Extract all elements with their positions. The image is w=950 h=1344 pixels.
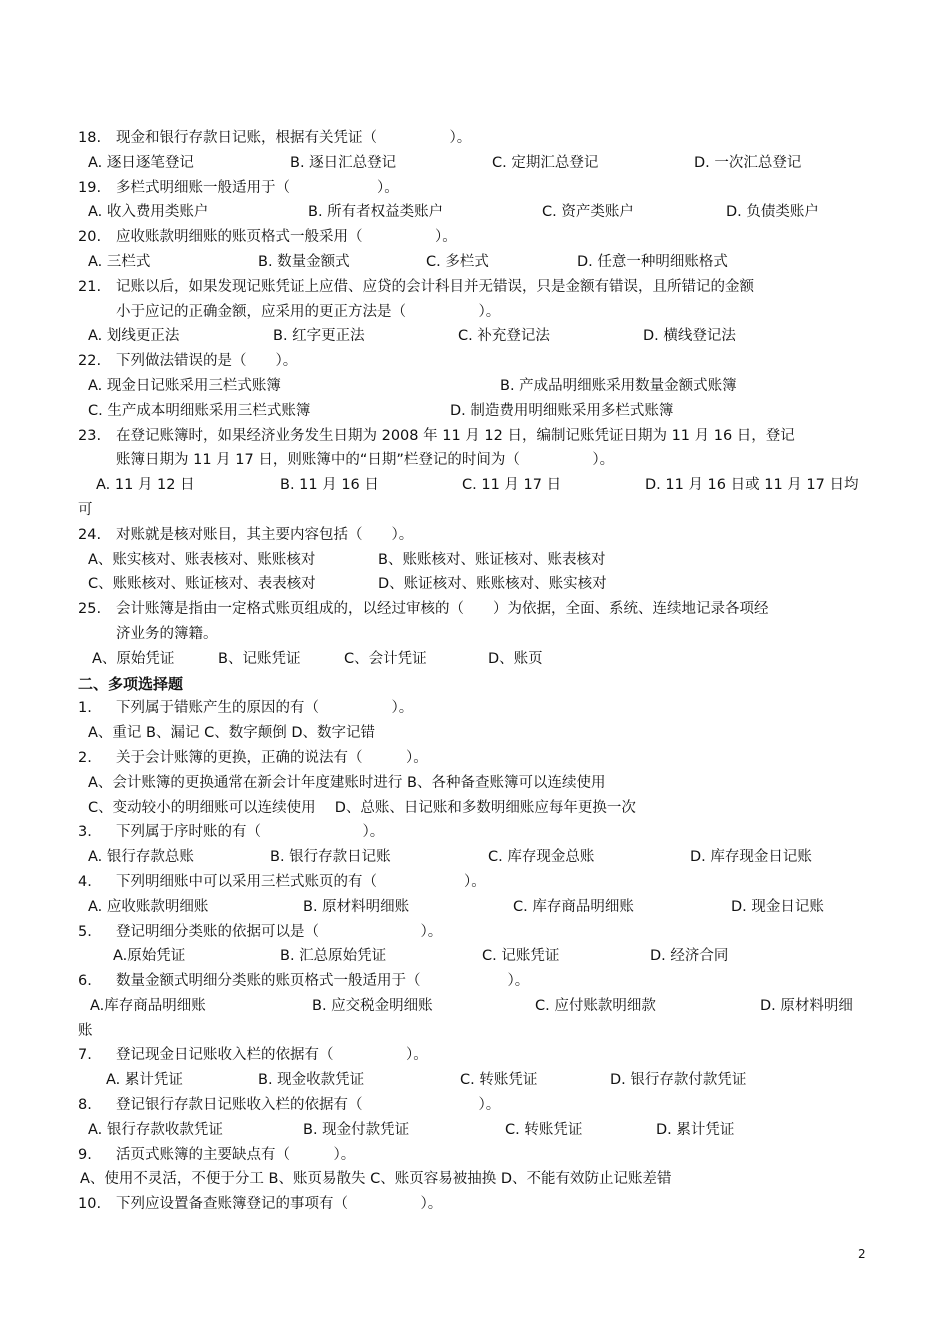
- option-item: A. 11 月 12 日: [96, 477, 195, 494]
- option-item: C. 转账凭证: [505, 1121, 583, 1138]
- option-item: B. 现金付款凭证: [303, 1121, 410, 1138]
- question-number: 9.: [78, 1146, 92, 1163]
- options-line: [0, 1167, 950, 1192]
- option-item: D. 负债类账户: [726, 204, 819, 221]
- option-item: C. 资产类账户: [542, 204, 634, 221]
- options-line: [0, 572, 950, 597]
- options-line: [0, 771, 950, 796]
- option-item: A. 银行存款收款凭证: [88, 1121, 223, 1138]
- options-line: [0, 1068, 950, 1093]
- question-number: 20.: [78, 229, 102, 246]
- option-item: B. 数量金额式: [258, 253, 350, 270]
- option-item: D. 银行存款付款凭证: [610, 1072, 747, 1089]
- option-item: B. 所有者权益类账户: [308, 204, 444, 221]
- question-continuation: [0, 300, 950, 325]
- option-item: A、使用不灵活，不便于分工 B、账页易散失 C、账页容易被抽换 D、不能有效防止记账差错: [80, 1171, 672, 1188]
- option-item: D. 经济合同: [650, 948, 729, 965]
- question-text: 记账以后，如果发现记账凭证上应借、应贷的会计科目并无错误，只是金额有错误，且所错记的金额: [116, 278, 754, 295]
- question-number: 7.: [78, 1047, 92, 1064]
- options-line: [0, 845, 950, 870]
- option-item: A. 收入费用类账户: [88, 204, 209, 221]
- wrapped-text-tail: 可: [78, 501, 93, 518]
- options-line: [0, 473, 950, 498]
- question-text: 登记银行存款日记账收入栏的依据有（ ）。: [116, 1097, 501, 1114]
- question-text: 登记明细分类账的依据可以是（ ）。: [116, 923, 443, 940]
- option-item: D. 库存现金日记账: [690, 849, 812, 866]
- option-item: D. 一次汇总登记: [694, 154, 802, 171]
- options-line: [0, 1118, 950, 1143]
- options-line: [0, 796, 950, 821]
- option-item: C、账账核对、账证核对、表表核对: [88, 576, 316, 593]
- question-continuation: [0, 448, 950, 473]
- question-text: 对账就是核对账目，其主要内容包括（ ）。: [116, 526, 414, 543]
- option-item: D. 现金日记账: [731, 898, 824, 915]
- question-text: 活页式账簿的主要缺点有（ ）。: [116, 1146, 356, 1163]
- option-item: B. 现金收款凭证: [258, 1072, 365, 1089]
- question-line: [0, 275, 950, 300]
- question-line: [0, 696, 950, 721]
- option-item: B. 逐日汇总登记: [290, 154, 397, 171]
- question-number: 2.: [78, 749, 92, 766]
- option-item: D、账证核对、账账核对、账实核对: [378, 576, 607, 593]
- question-text: 数量金额式明细分类账的账页格式一般适用于（ ）。: [116, 973, 530, 990]
- question-line: [0, 349, 950, 374]
- wrapped-text: [0, 498, 950, 523]
- option-item: A、会计账簿的更换通常在新会计年度建账时进行 B、各种备查账簿可以连续使用: [88, 774, 606, 791]
- page-number: 2: [858, 1247, 866, 1261]
- question-text: 登记现金日记账收入栏的依据有（ ）。: [116, 1047, 428, 1064]
- option-item: A、原始凭证: [92, 650, 175, 667]
- question-text: 下列属于序时账的有（ ）。: [116, 824, 385, 841]
- question-line: [0, 1093, 950, 1118]
- question-number: 18.: [78, 130, 102, 146]
- question-text: 小于应记的正确金额，应采用的更正方法是（ ）。: [116, 303, 501, 320]
- options-line: [0, 324, 950, 349]
- question-number: 3.: [78, 824, 92, 841]
- option-item: C. 记账凭证: [482, 948, 560, 965]
- option-item: B. 红字更正法: [273, 328, 365, 345]
- question-number: 25.: [78, 601, 102, 618]
- question-continuation: [0, 622, 950, 647]
- option-item: D. 原材料明细: [760, 997, 853, 1014]
- question-number: 19.: [78, 179, 102, 196]
- question-line: [0, 1043, 950, 1068]
- wrapped-text: [0, 1019, 950, 1044]
- question-number: 21.: [78, 278, 102, 295]
- option-item: B. 11 月 16 日: [280, 477, 379, 494]
- option-item: B. 银行存款日记账: [270, 849, 391, 866]
- option-item: B. 应交税金明细账: [312, 997, 433, 1014]
- question-line: [0, 746, 950, 771]
- question-line: [0, 597, 950, 622]
- option-item: D. 11 月 16 日或 11 月 17 日均: [645, 477, 859, 494]
- question-line: [0, 225, 950, 250]
- option-item: D. 制造费用明细账采用多栏式账簿: [450, 402, 674, 419]
- option-item: C. 库存现金总账: [488, 849, 595, 866]
- question-line: [0, 1192, 950, 1217]
- option-item: B. 汇总原始凭证: [280, 948, 387, 965]
- options-line: [0, 647, 950, 672]
- question-text: 现金和银行存款日记账，根据有关凭证（ ）。: [116, 130, 472, 146]
- options-line: [0, 151, 950, 176]
- question-line: [0, 176, 950, 201]
- option-item: C. 补充登记法: [458, 328, 550, 345]
- question-number: 24.: [78, 526, 102, 543]
- option-item: A.库存商品明细账: [90, 997, 206, 1014]
- question-text: 多栏式明细账一般适用于（ ）。: [116, 179, 399, 196]
- option-item: A. 划线更正法: [88, 328, 180, 345]
- question-line: [0, 1143, 950, 1168]
- option-item: C. 库存商品明细账: [513, 898, 634, 915]
- question-text: 关于会计账簿的更换，正确的说法有（ ）。: [116, 749, 428, 766]
- question-text: 下列属于错账产生的原因的有（ ）。: [116, 700, 414, 717]
- option-item: D. 横线登记法: [643, 328, 736, 345]
- option-item: D、账页: [488, 650, 543, 667]
- question-line: [0, 523, 950, 548]
- question-number: 23.: [78, 427, 102, 444]
- question-number: 8.: [78, 1097, 92, 1114]
- question-number: 6.: [78, 973, 92, 990]
- option-item: A. 银行存款总账: [88, 849, 194, 866]
- question-text: 在登记账簿时，如果经济业务发生日期为 2008 年 11 月 12 日，编制记账凭证日期为 11 月 16 日，登记: [116, 427, 795, 444]
- options-line: [0, 895, 950, 920]
- option-item: D. 任意一种明细账格式: [577, 253, 728, 270]
- option-item: C、变动较小的明细账可以连续使用 D、总账、日记账和多数明细账应每年更换一次: [88, 799, 636, 816]
- option-item: A.原始凭证: [113, 948, 186, 965]
- question-line: [0, 920, 950, 945]
- option-item: C. 转账凭证: [460, 1072, 538, 1089]
- question-text: 下列明细账中可以采用三栏式账页的有（ ）。: [116, 873, 486, 890]
- question-line: [0, 820, 950, 845]
- question-line: [0, 424, 950, 449]
- question-number: 1.: [78, 700, 92, 717]
- question-text: 济业务的簿籍。: [116, 625, 218, 642]
- option-item: A. 现金日记账采用三栏式账簿: [88, 377, 281, 394]
- option-item: C. 多栏式: [426, 253, 489, 270]
- question-text: 会计账簿是指由一定格式账页组成的，以经过审核的（ ）为依据，全面、系统、连续地记录各项经: [116, 601, 769, 618]
- option-item: D. 累计凭证: [656, 1121, 735, 1138]
- document-body: [0, 126, 950, 1217]
- options-line: [0, 399, 950, 424]
- wrapped-text-tail: 账: [78, 1022, 93, 1039]
- option-item: C. 生产成本明细账采用三栏式账簿: [88, 402, 311, 419]
- options-line: [0, 250, 950, 275]
- options-line: [0, 548, 950, 573]
- question-text: 账簿日期为 11 月 17 日，则账簿中的“日期”栏登记的时间为（ ）。: [116, 452, 615, 469]
- option-item: C. 11 月 17 日: [462, 477, 562, 494]
- question-line: [0, 126, 950, 151]
- option-item: A、账实核对、账表核对、账账核对: [88, 551, 316, 568]
- option-item: C. 定期汇总登记: [492, 154, 599, 171]
- question-number: 10.: [78, 1196, 102, 1213]
- question-line: [0, 969, 950, 994]
- option-item: C. 应付账款明细款: [535, 997, 656, 1014]
- section-heading: [0, 672, 950, 697]
- question-text: 下列做法错误的是（ ）。: [116, 353, 298, 370]
- option-item: A. 应收账款明细账: [88, 898, 209, 915]
- options-line: [0, 721, 950, 746]
- question-number: 4.: [78, 873, 92, 890]
- option-item: A. 累计凭证: [106, 1072, 183, 1089]
- question-number: 22.: [78, 353, 102, 370]
- option-item: B、账账核对、账证核对、账表核对: [378, 551, 606, 568]
- question-text: 应收账款明细账的账页格式一般采用（ ）。: [116, 229, 457, 246]
- question-line: [0, 870, 950, 895]
- options-line: [0, 994, 950, 1019]
- question-number: 5.: [78, 923, 92, 940]
- question-text: 下列应设置备查账簿登记的事项有（ ）。: [116, 1196, 443, 1213]
- option-item: A. 三栏式: [88, 253, 151, 270]
- option-item: A. 逐日逐笔登记: [88, 154, 194, 171]
- option-item: B. 原材料明细账: [303, 898, 410, 915]
- option-item: A、重记 B、漏记 C、数字颠倒 D、数字记错: [88, 725, 375, 742]
- option-item: C、会计凭证: [344, 650, 427, 667]
- options-line: [0, 200, 950, 225]
- option-item: B、记账凭证: [218, 650, 301, 667]
- options-line: [0, 944, 950, 969]
- options-line: [0, 374, 950, 399]
- section-heading-text: 二、多项选择题: [78, 674, 184, 693]
- option-item: B. 产成品明细账采用数量金额式账簿: [500, 377, 737, 394]
